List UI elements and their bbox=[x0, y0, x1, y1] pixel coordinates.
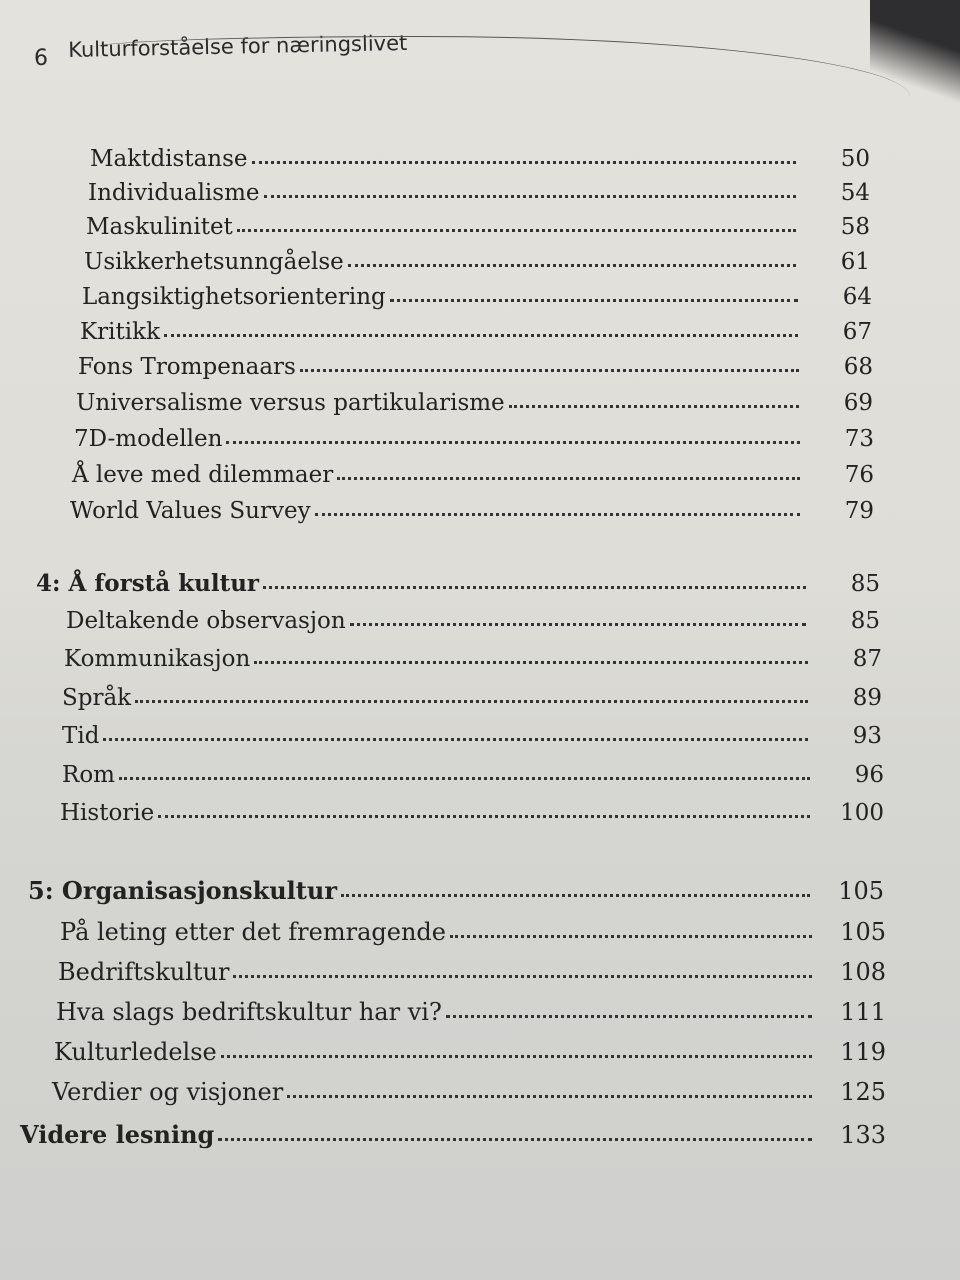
chapter-page: 85 bbox=[850, 571, 880, 597]
toc-entry bbox=[62, 762, 884, 788]
toc-entry-label: Kulturledelse bbox=[54, 1038, 217, 1066]
toc-entry-page: 93 bbox=[852, 723, 882, 749]
toc-entry-label: Tid bbox=[62, 723, 100, 749]
toc-entry bbox=[60, 918, 886, 946]
toc-entry bbox=[70, 498, 874, 524]
toc-entry bbox=[62, 723, 882, 749]
toc-entry-label: Maktdistanse bbox=[90, 146, 248, 172]
toc-entry bbox=[84, 249, 870, 275]
leader-dots bbox=[135, 700, 808, 703]
toc-entry-label: Hva slags bedriftskultur har vi? bbox=[56, 998, 442, 1026]
leader-dots bbox=[237, 229, 796, 232]
toc-entry-label: Kommunikasjon bbox=[64, 646, 251, 672]
toc-entry-page: 67 bbox=[842, 319, 872, 345]
toc-entry bbox=[72, 462, 874, 488]
toc-entry-page: 64 bbox=[842, 284, 872, 310]
toc-entry-page: 76 bbox=[844, 462, 874, 488]
toc-entry-label: Språk bbox=[62, 685, 132, 711]
leader-dots bbox=[221, 1055, 812, 1058]
toc-entry-label: Å leve med dilemmaer bbox=[72, 462, 334, 488]
toc-entry-page: 105 bbox=[840, 918, 886, 946]
leader-dots bbox=[348, 264, 796, 267]
leader-dots bbox=[390, 299, 798, 302]
leader-dots bbox=[446, 1015, 812, 1018]
toc-chapter-heading bbox=[36, 570, 880, 597]
toc-entry-label: Kritikk bbox=[80, 319, 161, 345]
toc-entry bbox=[78, 354, 873, 380]
toc-entry-page: 119 bbox=[840, 1038, 886, 1066]
leader-dots bbox=[254, 661, 808, 664]
toc-entry-label: Fons Trompenaars bbox=[78, 354, 296, 380]
toc-entry bbox=[76, 390, 873, 416]
toc-entry-page: 111 bbox=[840, 998, 886, 1026]
further-reading-title: Videre lesning bbox=[20, 1120, 215, 1149]
toc-entry-label: Bedriftskultur bbox=[58, 958, 230, 986]
leader-dots bbox=[300, 369, 799, 372]
toc-entry-page: 100 bbox=[840, 800, 884, 826]
toc-entry bbox=[66, 608, 880, 634]
toc-entry-page: 89 bbox=[852, 685, 882, 711]
leader-dots bbox=[233, 975, 812, 978]
leader-dots bbox=[103, 738, 808, 741]
leader-dots bbox=[450, 935, 812, 938]
toc-entry bbox=[80, 319, 872, 345]
toc-entry bbox=[56, 998, 886, 1026]
leader-dots bbox=[218, 1138, 812, 1141]
toc-entry-page: 68 bbox=[843, 354, 873, 380]
leader-dots bbox=[350, 623, 806, 626]
toc-entry bbox=[60, 800, 884, 826]
chapter-title: 4: Å forstå kultur bbox=[36, 570, 260, 597]
leader-dots bbox=[341, 894, 810, 897]
toc-entry-label: Universalisme versus partikularisme bbox=[76, 390, 505, 416]
toc-entry bbox=[90, 146, 870, 172]
toc-entry-page: 54 bbox=[840, 180, 870, 206]
toc-entry-page: 58 bbox=[840, 214, 870, 240]
toc-entry-page: 79 bbox=[844, 498, 874, 524]
toc-entry-label: Maskulinitet bbox=[86, 214, 233, 240]
leader-dots bbox=[226, 441, 800, 444]
leader-dots bbox=[287, 1095, 812, 1098]
toc-entry-page: 69 bbox=[843, 390, 873, 416]
toc-entry bbox=[54, 1038, 886, 1066]
toc-entry bbox=[52, 1078, 886, 1106]
leader-dots bbox=[119, 777, 810, 780]
leader-dots bbox=[164, 334, 798, 337]
toc-entry bbox=[86, 214, 870, 240]
toc-entry-label: Verdier og visjoner bbox=[52, 1078, 284, 1106]
toc-entry bbox=[64, 646, 882, 672]
toc-entry-page: 96 bbox=[854, 762, 884, 788]
toc-entry-label: Langsiktighetsorientering bbox=[82, 284, 386, 310]
chapter-title: 5: Organisasjonskultur bbox=[28, 876, 337, 905]
toc-entry bbox=[88, 180, 870, 206]
toc-entry-page: 125 bbox=[840, 1078, 886, 1106]
chapter-page: 105 bbox=[838, 877, 884, 905]
toc-entry-label: På leting etter det fremragende bbox=[60, 918, 446, 946]
toc-entry bbox=[58, 958, 886, 986]
leader-dots bbox=[264, 195, 796, 198]
toc-entry-label: Deltakende observasjon bbox=[66, 608, 346, 634]
toc-entry-label: Individualisme bbox=[88, 180, 260, 206]
toc-entry-label: Rom bbox=[62, 762, 115, 788]
header-page-number: 6 bbox=[34, 46, 48, 71]
leader-dots bbox=[252, 161, 796, 164]
header-book-title: Kulturforståelse for næringslivet bbox=[68, 30, 408, 62]
toc-entry-page: 87 bbox=[852, 646, 882, 672]
toc-entry-page: 73 bbox=[844, 426, 874, 452]
leader-dots bbox=[509, 405, 799, 408]
toc-further-reading bbox=[20, 1120, 886, 1149]
leader-dots bbox=[337, 477, 800, 480]
toc-entry-label: Historie bbox=[60, 800, 155, 826]
toc-entry-label: 7D-modellen bbox=[74, 426, 223, 452]
leader-dots bbox=[263, 586, 806, 589]
leader-dots bbox=[158, 815, 810, 818]
toc-entry-page: 50 bbox=[840, 146, 870, 172]
toc-chapter-heading bbox=[28, 876, 884, 905]
toc-entry-page: 108 bbox=[840, 958, 886, 986]
toc-entry bbox=[82, 284, 872, 310]
toc-entry-label: World Values Survey bbox=[70, 498, 311, 524]
leader-dots bbox=[315, 513, 800, 516]
toc-entry-label: Usikkerhetsunngåelse bbox=[84, 249, 344, 275]
toc-entry-page: 61 bbox=[840, 249, 870, 275]
further-reading-page: 133 bbox=[840, 1121, 886, 1149]
toc-entry bbox=[62, 685, 882, 711]
toc-entry bbox=[74, 426, 874, 452]
toc-entry-page: 85 bbox=[850, 608, 880, 634]
